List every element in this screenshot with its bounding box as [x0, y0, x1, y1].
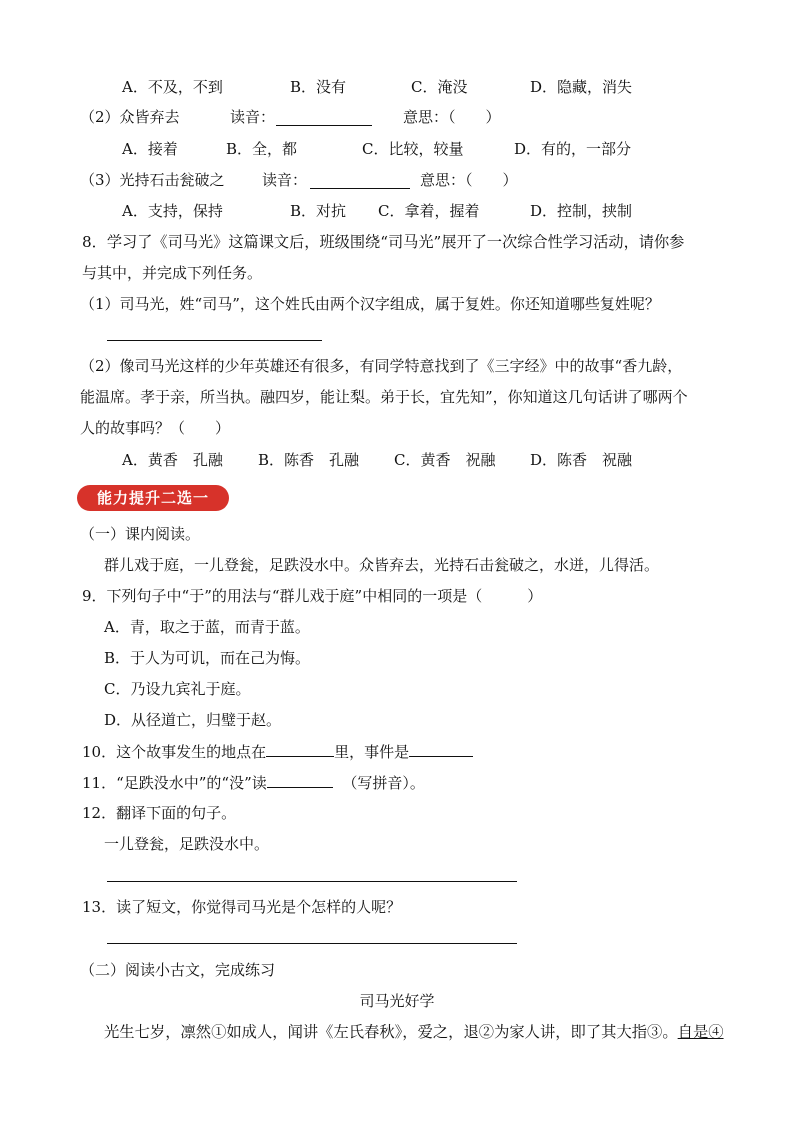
- q7-1-option-b: B．没有: [290, 78, 347, 96]
- q8-sub2-line3: 人的故事吗？（ ）: [80, 419, 231, 437]
- q7-1-option-a: A．不及，不到: [122, 78, 223, 96]
- part2-passage-underlined: 自是④: [677, 1023, 724, 1041]
- part2-passage: [104, 1022, 724, 1042]
- q7-3-option-c: C．拿着，握着: [378, 202, 480, 220]
- q9-option-d: D．从径道亡，归璧于赵。: [104, 711, 282, 729]
- q8-option-c: C．黄香 祝融: [394, 451, 496, 469]
- q10-text-a: 10．这个故事发生的地点在: [82, 743, 267, 761]
- q12-sentence: 一儿登瓮，足跌没水中。: [104, 835, 270, 853]
- q7-3-option-b: B．对抗: [290, 202, 347, 220]
- q9-option-a: A．青，取之于蓝，而青于蓝。: [104, 618, 310, 636]
- q8-option-a: A．黄香 孔融: [122, 451, 223, 469]
- q8-sub2-line2: 能温席。孝于亲，所当执。融四岁，能让梨。弟于长，宜先知”，你知道这几句话讲了哪两个: [80, 388, 688, 406]
- part2-title: 司马光好学: [359, 992, 435, 1010]
- q7-3-meaning: 意思：（ ）: [420, 171, 518, 189]
- q7-2-option-c: C．比较，较量: [362, 140, 464, 158]
- q7-1-option-c: C．淹没: [411, 78, 468, 96]
- q8-prompt-line1: 8．学习了《司马光》这篇课文后，班级围绕“司马光”展开了一次综合性学习活动，请你参: [82, 233, 685, 251]
- q8-sub1-answer-line[interactable]: [107, 340, 322, 341]
- q8-sub2-line1: （2）像司马光这样的少年英雄还有很多，有同学特意找到了《三字经》中的故事“香九龄，: [80, 357, 683, 375]
- q12-answer-line[interactable]: [107, 881, 517, 882]
- q7-2-prompt: （2）众皆弃去: [80, 108, 180, 126]
- q7-3-reading-blank[interactable]: [310, 188, 410, 189]
- q12-prompt: 12．翻译下面的句子。: [82, 804, 237, 822]
- part2-passage-text: 光生七岁，凛然①如成人，闻讲《左氏春秋》，爱之，退②为家人讲，即了其大指③。: [104, 1023, 678, 1041]
- q7-2-option-d: D．有的，一部分: [514, 140, 632, 158]
- part2-heading: （二）阅读小古文，完成练习: [80, 961, 276, 979]
- part1-passage: 群儿戏于庭，一儿登瓮，足跌没水中。众皆弃去，光持石击瓮破之，水迸，儿得活。: [104, 556, 660, 574]
- q7-2-option-a: A．接着: [122, 140, 178, 158]
- q7-3-option-d: D．控制，挟制: [530, 202, 633, 220]
- q7-3-prompt: （3）光持石击瓮破之: [80, 171, 225, 189]
- q11-text-b: （写拼音）。: [342, 774, 425, 792]
- q9-option-b: B．于人为可讥，而在己为悔。: [104, 649, 311, 667]
- q11-text-a: 11．“足跌没水中”的“没”读: [82, 774, 267, 792]
- q9-option-c: C．乃设九宾礼于庭。: [104, 680, 251, 698]
- q8-prompt-line2: 与其中，并完成下列任务。: [82, 264, 263, 282]
- q8-sub1: （1）司马光，姓“司马”，这个姓氏由两个汉字组成，属于复姓。你还知道哪些复姓呢？: [80, 295, 660, 313]
- q7-3-option-a: A．支持，保持: [122, 202, 223, 220]
- part1-heading: （一）课内阅读。: [80, 525, 201, 543]
- q13-prompt: 13．读了短文，你觉得司马光是个怎样的人呢？: [82, 898, 402, 916]
- q11-prompt: [82, 772, 425, 793]
- q7-2-option-b: B．全，都: [226, 140, 298, 158]
- q7-1-option-d: D．隐藏，消失: [530, 78, 633, 96]
- q11-pinyin-blank[interactable]: [267, 772, 333, 788]
- q10-text-b: 里，事件是: [334, 743, 410, 761]
- q7-2-reading-label: 读音：: [230, 108, 276, 126]
- q7-3-reading-label: 读音：: [262, 171, 308, 189]
- q10-event-blank[interactable]: [409, 741, 473, 757]
- q13-answer-line[interactable]: [107, 943, 517, 944]
- q9-prompt: 9．下列句子中“于”的用法与“群儿戏于庭”中相同的一项是（ ）: [82, 587, 543, 605]
- q8-option-d: D．陈香 祝融: [530, 451, 633, 469]
- q7-2-meaning: 意思：（ ）: [403, 108, 501, 126]
- q8-option-b: B．陈香 孔融: [258, 451, 360, 469]
- section-badge: 能力提升二选一: [77, 485, 229, 511]
- q10-location-blank[interactable]: [266, 741, 334, 757]
- q7-2-reading-blank[interactable]: [276, 125, 372, 126]
- q10-prompt: [82, 741, 473, 762]
